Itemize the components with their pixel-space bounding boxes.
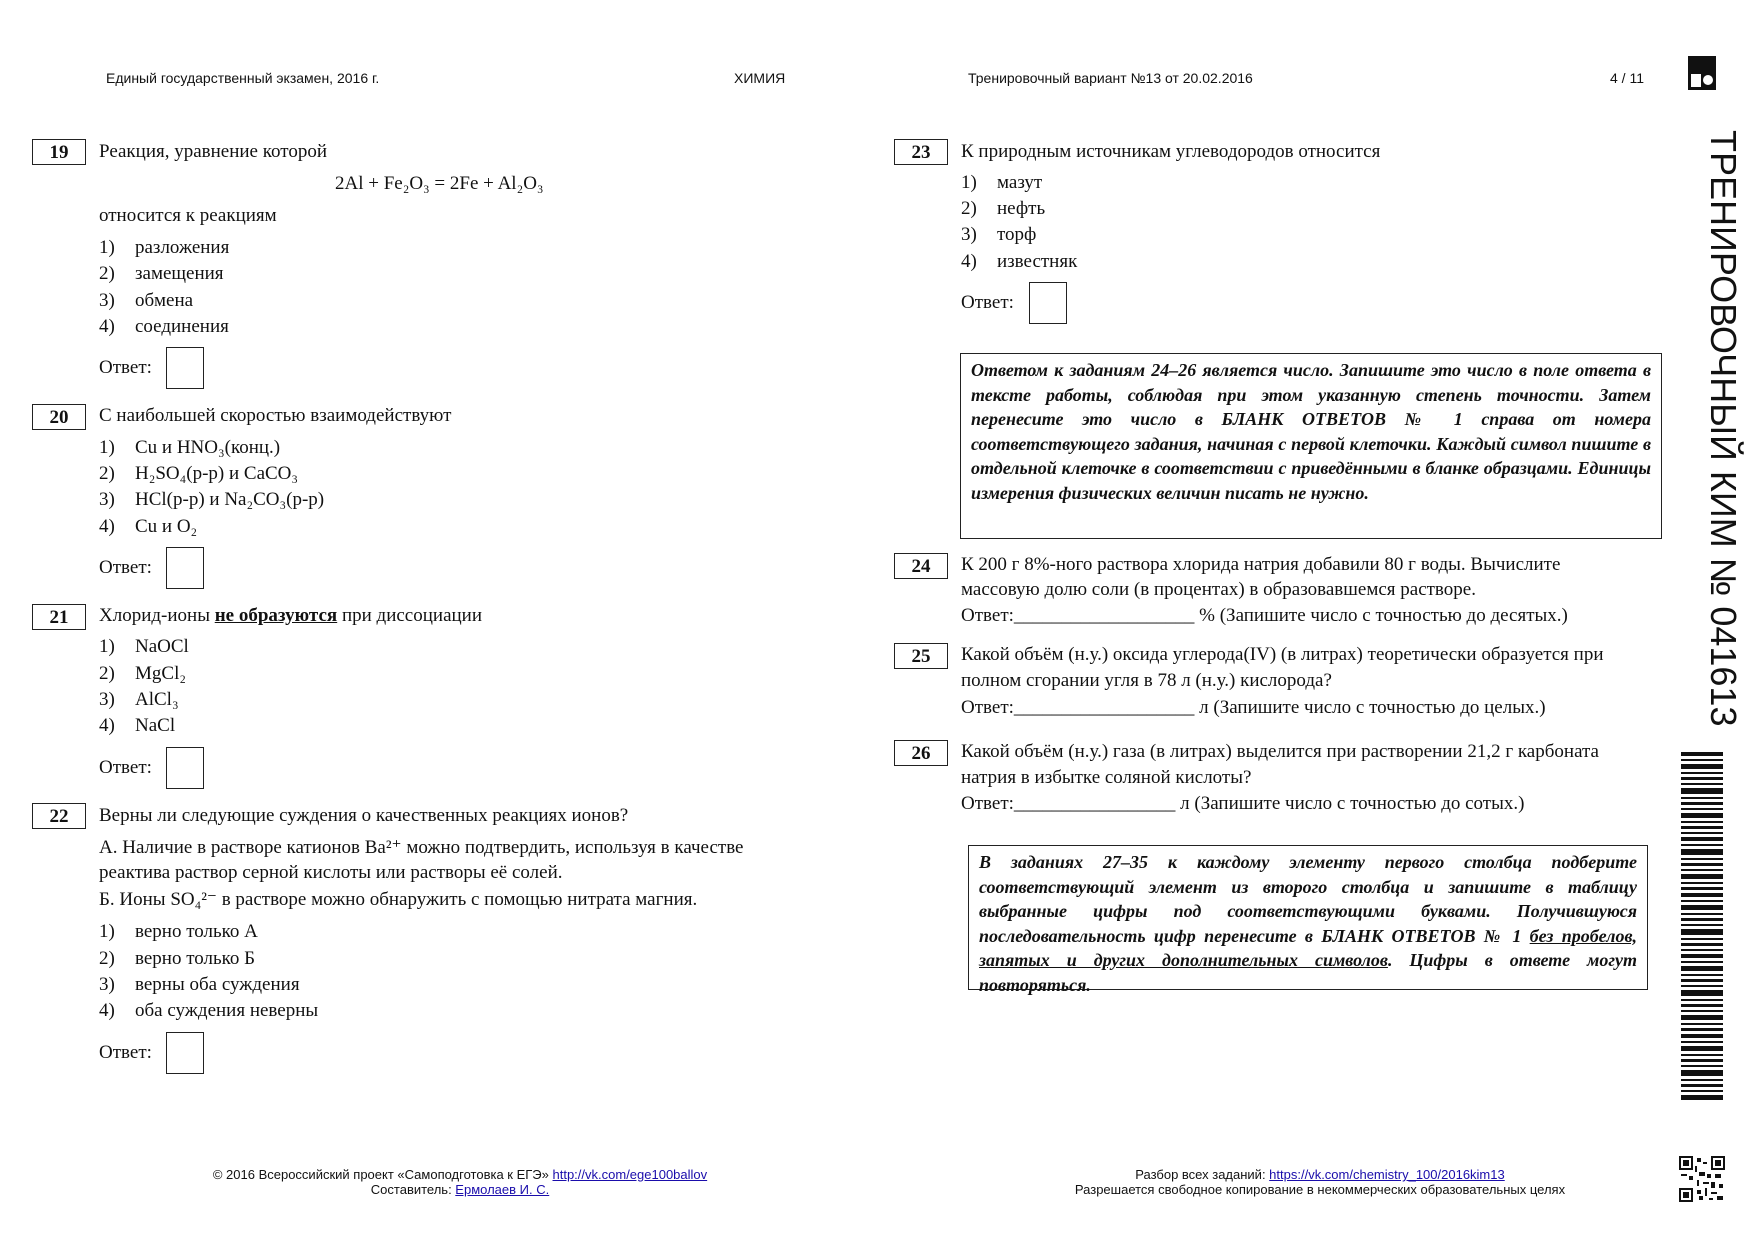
task-number-21: 21 bbox=[32, 604, 86, 630]
task-23-answer-box[interactable] bbox=[1029, 282, 1067, 324]
task-number-20: 20 bbox=[32, 404, 86, 430]
qr-code-icon bbox=[1679, 1156, 1725, 1202]
task-21-text: Хлорид-ионы не образуются при диссоциации bbox=[99, 605, 483, 626]
task-26-answer-line[interactable]: Ответ:_________________ л (Запишите число с точностью до сотых.) bbox=[961, 793, 1525, 814]
footer-left: © 2016 Всероссийский проект «Самоподготовка к ЕГЭ» http://vk.com/ege100ballov Составитель: Ермолаев И. С. bbox=[212, 1167, 708, 1197]
task-22-text: Верны ли следующие суждения о качественных реакциях ионов? bbox=[99, 805, 629, 826]
task-19-option-2: 2) замещения bbox=[99, 263, 224, 284]
task-23-option-3: 3) торф bbox=[961, 224, 1037, 245]
task-23-answer-label: Ответ: bbox=[961, 292, 1014, 313]
footer-author-link[interactable]: Ермолаев И. С. bbox=[455, 1182, 550, 1197]
task-23-text: К природным источникам углеводородов относится bbox=[961, 141, 1381, 162]
task-number-19: 19 bbox=[32, 139, 86, 165]
corner-logo-icon bbox=[1688, 56, 1716, 90]
task-21-option-3: 3) AlCl₃ bbox=[99, 689, 179, 710]
task-22-option-3: 3) верны оба суждения bbox=[99, 974, 300, 995]
task-20-text: С наибольшей скоростью взаимодействуют bbox=[99, 405, 452, 426]
task-number-25: 25 bbox=[894, 643, 948, 669]
header-page-number: 4 / 11 bbox=[1610, 70, 1644, 86]
task-19-option-1: 1) разложения bbox=[99, 237, 230, 258]
task-22-statement-a: А. Наличие в растворе катионов Ba²⁺ можно подтвердить, используя в качестве bbox=[99, 837, 744, 858]
task-22-option-4: 4) оба суждения неверны bbox=[99, 1000, 319, 1021]
task-25-text-line-2: полном сгорании угля в 78 л (н.у.) кислорода? bbox=[961, 670, 1332, 691]
task-23-option-4: 4) известняк bbox=[961, 251, 1078, 272]
task-21-option-2: 2) MgCl₂ bbox=[99, 663, 186, 684]
task-22-option-2: 2) верно только Б bbox=[99, 948, 256, 969]
barcode-icon bbox=[1681, 752, 1723, 1102]
task-19-answer-box[interactable] bbox=[166, 347, 204, 389]
task-22-statement-b: Б. Ионы SO₄²⁻ в растворе можно обнаружить с помощью нитрата магния. bbox=[99, 889, 698, 910]
task-number-24: 24 bbox=[894, 553, 948, 579]
task-19-option-3: 3) обмена bbox=[99, 290, 194, 311]
task-22-answer-box[interactable] bbox=[166, 1032, 204, 1074]
task-20-option-1: 1) Cu и HNO₃(конц.) bbox=[99, 437, 281, 458]
task-20-option-3: 3) HCl(р-р) и Na₂CO₃(р-р) bbox=[99, 489, 325, 510]
task-24-answer-line[interactable]: Ответ:___________________ % (Запишите число с точностью до десятых.) bbox=[961, 605, 1568, 626]
header-variant: Тренировочный вариант №13 от 20.02.2016 bbox=[968, 70, 1253, 86]
task-20-option-4: 4) Cu и O₂ bbox=[99, 516, 198, 537]
task-23-option-1: 1) мазут bbox=[961, 172, 1043, 193]
task-22-statement-a-cont: реактива раствор серной кислоты или растворы её солей. bbox=[99, 862, 563, 883]
task-19-text: Реакция, уравнение которой bbox=[99, 141, 327, 162]
task-number-23: 23 bbox=[894, 139, 948, 165]
task-24-text-line-2: массовую долю соли (в процентах) в образовавшемся растворе. bbox=[961, 579, 1476, 600]
task-21-answer-label: Ответ: bbox=[99, 757, 152, 778]
footer-analysis-link[interactable]: https://vk.com/chemistry_100/2016kim13 bbox=[1269, 1167, 1505, 1182]
task-20-answer-label: Ответ: bbox=[99, 557, 152, 578]
task-19-answer-label: Ответ: bbox=[99, 357, 152, 378]
side-title: ТРЕНИРОВОЧНЫЙ КИМ № 041613 bbox=[1703, 130, 1744, 727]
task-23-option-2: 2) нефть bbox=[961, 198, 1046, 219]
footer-project-link[interactable]: http://vk.com/ege100ballov bbox=[552, 1167, 708, 1182]
header-subject: ХИМИЯ bbox=[734, 70, 786, 86]
task-19-equation: 2Al + Fe₂O₃ = 2Fe + Al₂O₃ bbox=[335, 173, 544, 194]
task-21-option-4: 4) NaCl bbox=[99, 715, 176, 736]
instruction-24-26: Ответом к заданиям 24–26 является число. Запишите это число в поле ответа в тексте работы, соблюдая при этом указанную степень точности. Затем перенесите это число в БЛАНК ОТВЕТОВ № 1 справа от номера соответствующего задания, начиная с первой клеточки. Каждый символ пишите в отдельной клеточке в соответствии с приведёнными в бланке образцами. Единицы измерения физических величин писать не нужно. bbox=[960, 353, 1662, 539]
task-22-answer-label: Ответ: bbox=[99, 1042, 152, 1063]
instruction-27-35: В заданиях 27–35 к каждому элементу первого столбца подберите соответствующий элемент из второго столбца и запишите в таблицу выбранные цифры под соответствующими буквами. Получившуюся последовательность цифр перенесите в БЛАНК ОТВЕТОВ № 1 без пробелов, запятых и других дополнительных символов. Цифры в ответе могут повторяться. bbox=[968, 845, 1648, 990]
task-20-answer-box[interactable] bbox=[166, 547, 204, 589]
task-25-text-line-1: Какой объём (н.у.) оксида углерода(IV) (в литрах) теоретически образуется при bbox=[961, 644, 1604, 665]
task-number-22: 22 bbox=[32, 803, 86, 829]
header-exam-title: Единый государственный экзамен, 2016 г. bbox=[106, 70, 380, 86]
task-19-option-4: 4) соединения bbox=[99, 316, 229, 337]
task-24-text-line-1: К 200 г 8%-ного раствора хлорида натрия добавили 80 г воды. Вычислите bbox=[961, 554, 1561, 575]
task-21-option-1: 1) NaOCl bbox=[99, 636, 189, 657]
task-26-text-line-2: натрия в избытке соляной кислоты? bbox=[961, 767, 1252, 788]
task-22-option-1: 1) верно только А bbox=[99, 921, 258, 942]
task-20-option-2: 2) H₂SO₄(р-р) и CaCO₃ bbox=[99, 463, 299, 484]
task-25-answer-line[interactable]: Ответ:___________________ л (Запишите число с точностью до целых.) bbox=[961, 697, 1546, 718]
task-21-answer-box[interactable] bbox=[166, 747, 204, 789]
task-19-text-2: относится к реакциям bbox=[99, 205, 277, 226]
task-26-text-line-1: Какой объём (н.у.) газа (в литрах) выделится при растворении 21,2 г карбоната bbox=[961, 741, 1599, 762]
task-number-26: 26 bbox=[894, 740, 948, 766]
footer-right: Разбор всех заданий: https://vk.com/chemistry_100/2016kim13 Разрешается свободное копирование в некоммерческих образовательных целях bbox=[1074, 1167, 1566, 1197]
